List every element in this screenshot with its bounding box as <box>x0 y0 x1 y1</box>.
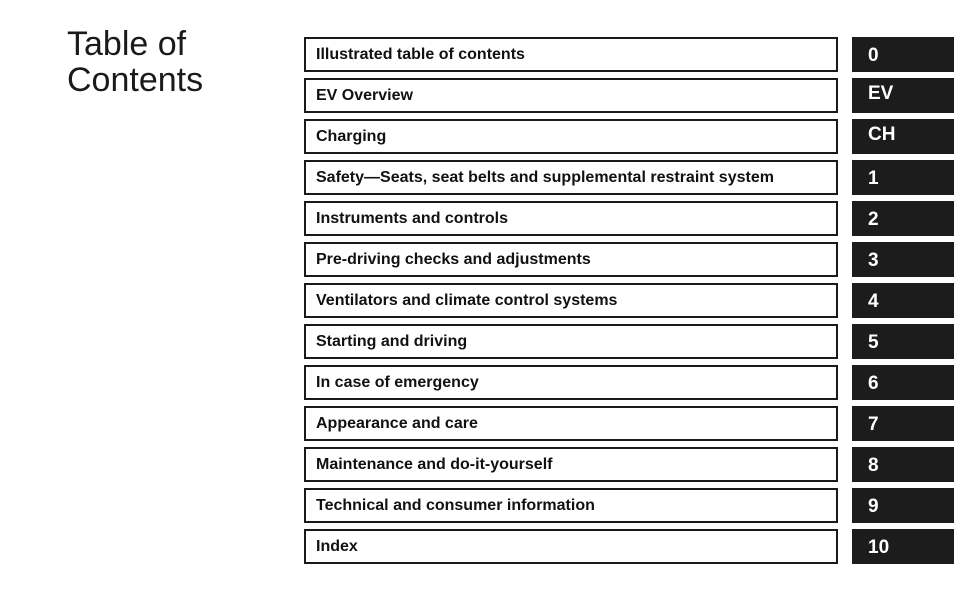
toc-tab-label: CH <box>868 124 896 145</box>
toc-section-tab[interactable] <box>852 365 954 400</box>
toc-entry-label: Ventilators and climate control systems <box>316 292 618 309</box>
toc-entry-label: Technical and consumer information <box>316 497 595 514</box>
toc-entry-box[interactable] <box>304 447 838 482</box>
toc-row-ventilators-and-climate[interactable] <box>304 283 954 318</box>
toc-tab-label: 1 <box>868 168 879 189</box>
toc-tab-label: 5 <box>868 332 879 353</box>
toc-entry-label: Maintenance and do-it-yourself <box>316 456 553 473</box>
toc-section-tab[interactable] <box>852 488 954 523</box>
toc-entry-box[interactable] <box>304 242 838 277</box>
toc-row-appearance-and-care[interactable] <box>304 406 954 441</box>
toc-section-tab[interactable] <box>852 283 954 318</box>
toc-entry-box[interactable] <box>304 283 838 318</box>
toc-section-tab[interactable] <box>852 406 954 441</box>
toc-entry-box[interactable] <box>304 78 838 113</box>
toc-entry-label: Index <box>316 538 358 555</box>
toc-row-ev-overview[interactable] <box>304 78 954 113</box>
toc-entry-box[interactable] <box>304 119 838 154</box>
toc-tab-label: 6 <box>868 373 879 394</box>
toc-section-tab[interactable] <box>852 242 954 277</box>
toc-section-tab[interactable] <box>852 201 954 236</box>
toc-row-charging[interactable] <box>304 119 954 154</box>
toc-row-instruments-and-controls[interactable] <box>304 201 954 236</box>
toc-row-pre-driving-checks[interactable] <box>304 242 954 277</box>
toc-tab-label: 4 <box>868 291 879 312</box>
toc-row-maintenance[interactable] <box>304 447 954 482</box>
toc-section-tab[interactable] <box>852 324 954 359</box>
toc-section-tab[interactable] <box>852 160 954 195</box>
toc-entry-box[interactable] <box>304 529 838 564</box>
toc-entry-label: Starting and driving <box>316 333 468 350</box>
toc-row-technical-information[interactable] <box>304 488 954 523</box>
toc-row-index[interactable] <box>304 529 954 564</box>
toc-row-in-case-of-emergency[interactable] <box>304 365 954 400</box>
toc-row-starting-and-driving[interactable] <box>304 324 954 359</box>
toc-entry-label: Instruments and controls <box>316 210 509 227</box>
toc-section-tab[interactable] <box>852 78 954 113</box>
toc-tab-label: 10 <box>868 537 890 558</box>
toc-tab-label: EV <box>868 83 894 104</box>
toc-section-tab[interactable] <box>852 529 954 564</box>
toc-entry-label: Illustrated table of contents <box>316 46 525 63</box>
toc-entry-box[interactable] <box>304 324 838 359</box>
toc-entry-box[interactable] <box>304 201 838 236</box>
page-title-line-1: Table of <box>67 25 187 63</box>
toc-tab-label: 2 <box>868 209 879 230</box>
toc-entry-label: Appearance and care <box>316 415 478 432</box>
toc-entry-box[interactable] <box>304 406 838 441</box>
toc-entry-box[interactable] <box>304 160 838 195</box>
toc-list <box>304 37 954 570</box>
toc-entry-box[interactable] <box>304 488 838 523</box>
toc-entry-label: Pre-driving checks and adjustments <box>316 251 591 268</box>
toc-entry-box[interactable] <box>304 365 838 400</box>
toc-entry-label: In case of emergency <box>316 374 479 391</box>
toc-tab-label: 3 <box>868 250 879 271</box>
page-title <box>67 26 203 98</box>
toc-section-tab[interactable] <box>852 37 954 72</box>
toc-row-safety[interactable] <box>304 160 954 195</box>
toc-entry-label: Safety—Seats, seat belts and supplemental restraint system <box>316 169 774 186</box>
toc-tab-label: 8 <box>868 455 879 476</box>
toc-row-illustrated-table-of-contents[interactable] <box>304 37 954 72</box>
toc-tab-label: 9 <box>868 496 879 517</box>
toc-section-tab[interactable] <box>852 447 954 482</box>
toc-tab-label: 0 <box>868 45 879 66</box>
toc-entry-label: Charging <box>316 128 387 145</box>
toc-entry-box[interactable] <box>304 37 838 72</box>
toc-tab-label: 7 <box>868 414 879 435</box>
toc-section-tab[interactable] <box>852 119 954 154</box>
page-title-line-2: Contents <box>67 61 204 99</box>
toc-entry-label: EV Overview <box>316 87 413 104</box>
